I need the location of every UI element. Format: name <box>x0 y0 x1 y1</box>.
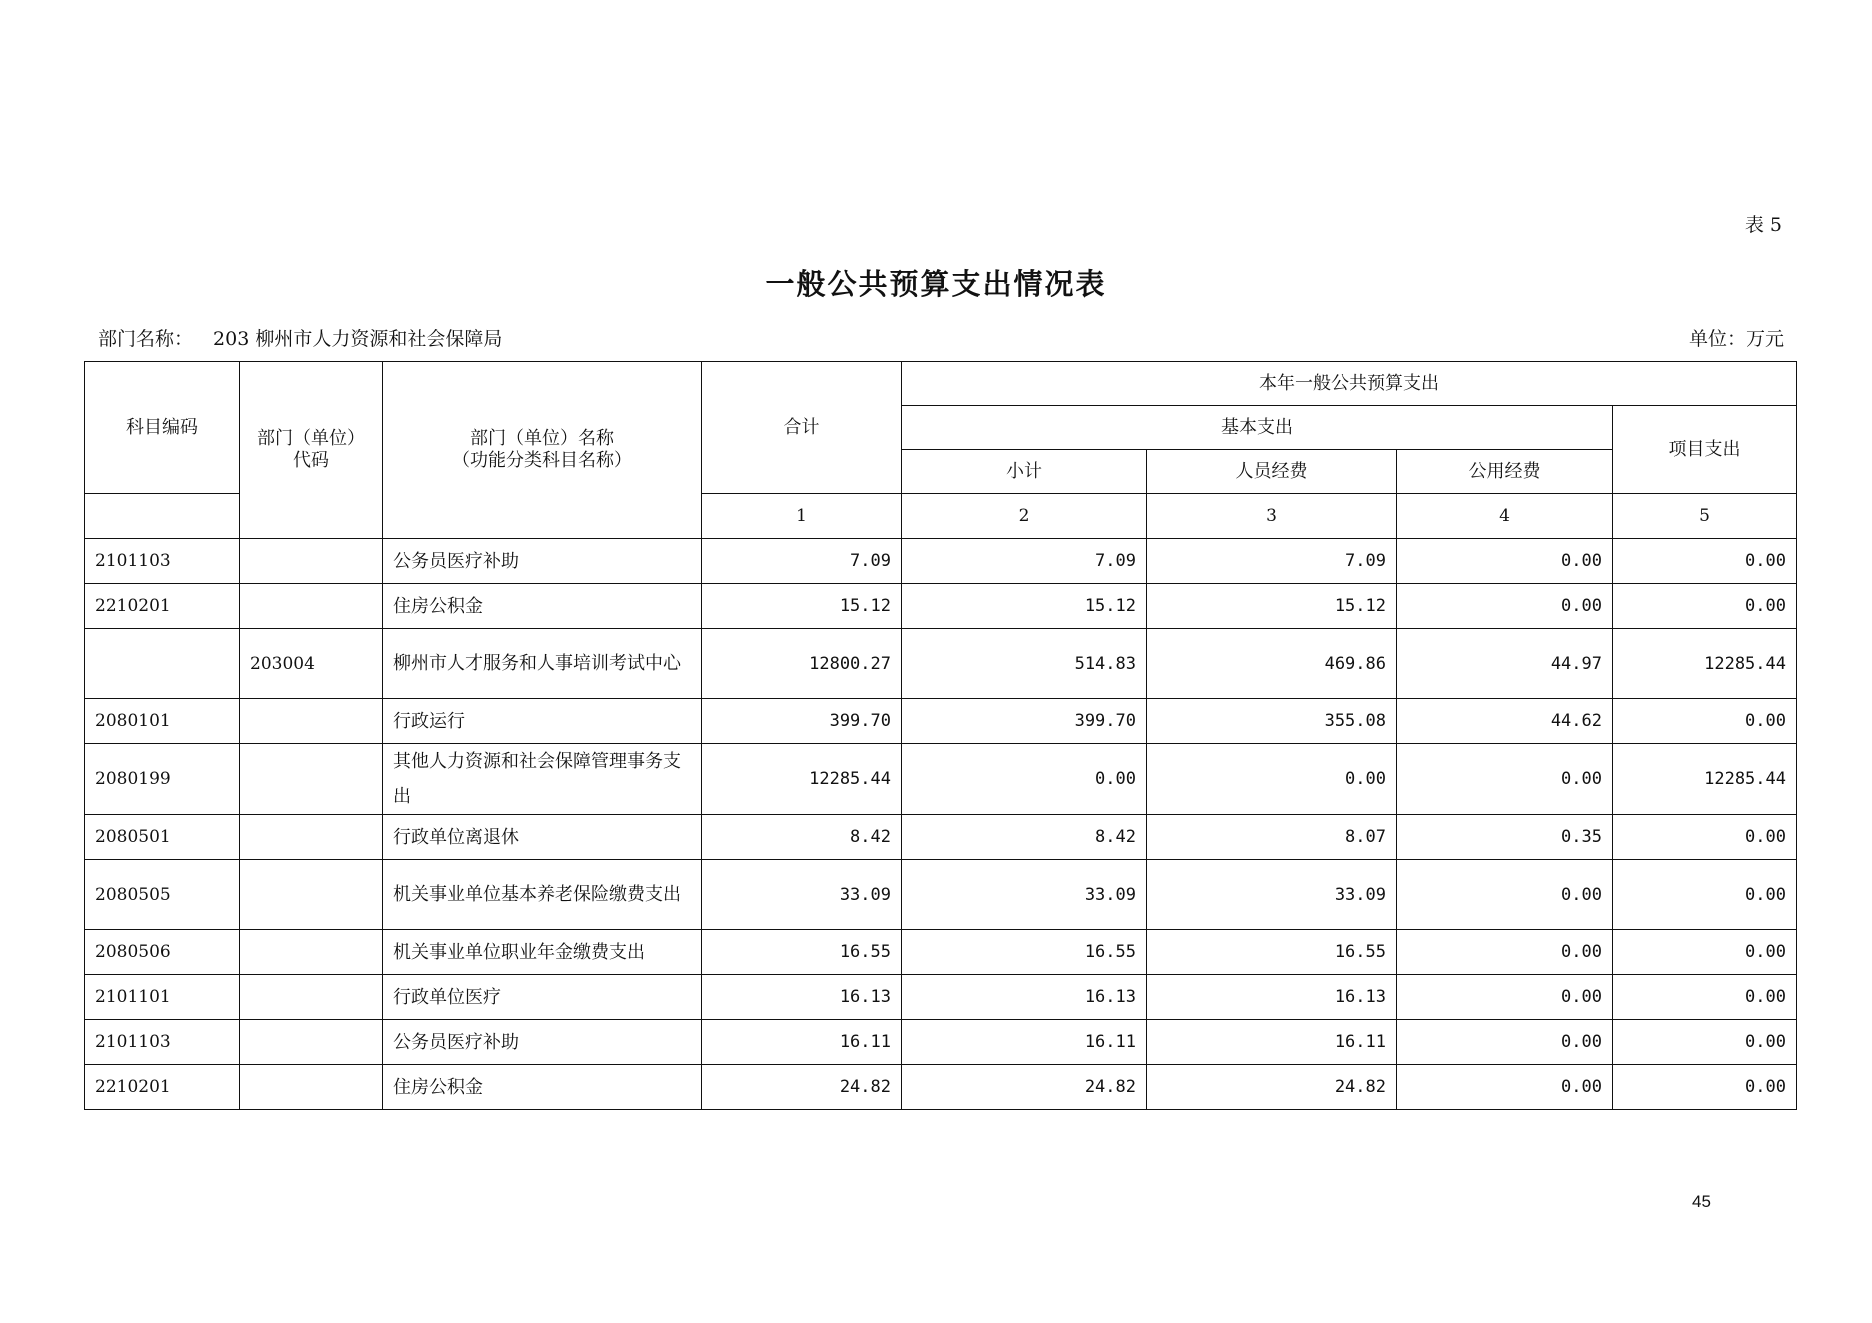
header-unit-name-line2: （功能分类科目名称） <box>452 450 632 471</box>
cell-project: 0.00 <box>1613 1020 1797 1065</box>
department-line <box>98 324 502 351</box>
cell-total: 16.55 <box>702 930 902 975</box>
cell-total: 7.09 <box>702 539 902 584</box>
cell-personnel: 7.09 <box>1147 539 1397 584</box>
table-body <box>85 539 1797 1110</box>
cell-code: 2210201 <box>85 1065 240 1110</box>
cell-code: 2101103 <box>85 1020 240 1065</box>
cell-name: 机关事业单位基本养老保险缴费支出 <box>383 860 702 930</box>
cell-public: 0.00 <box>1397 1020 1613 1065</box>
budget-table <box>84 361 1797 1110</box>
table-row <box>85 930 1797 975</box>
cell-unit-code <box>240 699 383 744</box>
cell-personnel: 16.55 <box>1147 930 1397 975</box>
header-project: 项目支出 <box>1613 406 1797 494</box>
cell-project: 0.00 <box>1613 699 1797 744</box>
cell-name: 柳州市人才服务和人事培训考试中心 <box>383 629 702 699</box>
cell-unit-code <box>240 744 383 815</box>
cell-project: 12285.44 <box>1613 744 1797 815</box>
cell-code: 2210201 <box>85 584 240 629</box>
header-index-1: 1 <box>702 494 902 539</box>
table-number: 表 5 <box>1744 214 1782 236</box>
header-index-2: 2 <box>902 494 1147 539</box>
cell-public: 0.00 <box>1397 860 1613 930</box>
cell-subtotal: 0.00 <box>902 744 1147 815</box>
cell-public: 0.00 <box>1397 930 1613 975</box>
cell-unit-code <box>240 539 383 584</box>
cell-subtotal: 16.13 <box>902 975 1147 1020</box>
cell-code: 2101103 <box>85 539 240 584</box>
table-row <box>85 860 1797 930</box>
cell-personnel: 15.12 <box>1147 584 1397 629</box>
cell-public: 0.00 <box>1397 744 1613 815</box>
header-unit-name-line1: 部门（单位）名称 <box>470 428 614 449</box>
cell-name: 其他人力资源和社会保障管理事务支出 <box>383 744 702 815</box>
cell-code: 2080199 <box>85 744 240 815</box>
cell-unit-code: 203004 <box>240 629 383 699</box>
cell-project: 0.00 <box>1613 815 1797 860</box>
cell-code: 2080505 <box>85 860 240 930</box>
cell-subtotal: 24.82 <box>902 1065 1147 1110</box>
header-basic: 基本支出 <box>902 406 1613 450</box>
cell-unit-code <box>240 860 383 930</box>
table-row <box>85 1065 1797 1110</box>
cell-unit-code <box>240 975 383 1020</box>
cell-name: 住房公积金 <box>383 1065 702 1110</box>
table-row <box>85 629 1797 699</box>
table-row <box>85 975 1797 1020</box>
cell-public: 0.00 <box>1397 539 1613 584</box>
table-row <box>85 699 1797 744</box>
header-index-3: 3 <box>1147 494 1397 539</box>
cell-name: 行政单位离退休 <box>383 815 702 860</box>
cell-total: 12285.44 <box>702 744 902 815</box>
cell-code: 2080506 <box>85 930 240 975</box>
cell-project: 0.00 <box>1613 539 1797 584</box>
cell-project: 0.00 <box>1613 860 1797 930</box>
header-index-4: 4 <box>1397 494 1613 539</box>
cell-total: 16.13 <box>702 975 902 1020</box>
header-code-blank <box>85 494 240 539</box>
header-group: 本年一般公共预算支出 <box>902 362 1797 406</box>
department-name: 203 柳州市人力资源和社会保障局 <box>213 328 503 350</box>
cell-code <box>85 629 240 699</box>
cell-subtotal: 8.42 <box>902 815 1147 860</box>
cell-subtotal: 7.09 <box>902 539 1147 584</box>
table-row <box>85 744 1797 815</box>
table-row <box>85 584 1797 629</box>
cell-subtotal: 16.11 <box>902 1020 1147 1065</box>
cell-unit-code <box>240 1065 383 1110</box>
cell-total: 33.09 <box>702 860 902 930</box>
cell-name: 公务员医疗补助 <box>383 1020 702 1065</box>
cell-personnel: 469.86 <box>1147 629 1397 699</box>
table-row <box>85 815 1797 860</box>
header-unit-code-line1: 部门（单位） <box>257 428 365 449</box>
cell-unit-code <box>240 1020 383 1065</box>
cell-public: 0.00 <box>1397 975 1613 1020</box>
table-header <box>85 362 1797 539</box>
cell-unit-code <box>240 930 383 975</box>
cell-unit-code <box>240 815 383 860</box>
cell-subtotal: 16.55 <box>902 930 1147 975</box>
cell-name: 行政运行 <box>383 699 702 744</box>
department-label: 部门名称： <box>98 328 194 350</box>
cell-total: 24.82 <box>702 1065 902 1110</box>
cell-code: 2080501 <box>85 815 240 860</box>
table-row <box>85 539 1797 584</box>
cell-project: 0.00 <box>1613 975 1797 1020</box>
cell-total: 15.12 <box>702 584 902 629</box>
cell-subtotal: 15.12 <box>902 584 1147 629</box>
cell-personnel: 355.08 <box>1147 699 1397 744</box>
cell-name: 住房公积金 <box>383 584 702 629</box>
cell-personnel: 8.07 <box>1147 815 1397 860</box>
cell-project: 0.00 <box>1613 1065 1797 1110</box>
cell-subtotal: 514.83 <box>902 629 1147 699</box>
cell-subtotal: 399.70 <box>902 699 1147 744</box>
cell-public: 0.00 <box>1397 584 1613 629</box>
cell-project: 0.00 <box>1613 930 1797 975</box>
cell-public: 0.35 <box>1397 815 1613 860</box>
cell-project: 12285.44 <box>1613 629 1797 699</box>
header-unit-code-line2: 代码 <box>293 450 329 471</box>
header-code: 科目编码 <box>85 362 240 494</box>
header-index-5: 5 <box>1613 494 1797 539</box>
cell-subtotal: 33.09 <box>902 860 1147 930</box>
cell-public: 44.97 <box>1397 629 1613 699</box>
cell-total: 8.42 <box>702 815 902 860</box>
cell-name: 公务员医疗补助 <box>383 539 702 584</box>
cell-personnel: 16.13 <box>1147 975 1397 1020</box>
cell-name: 机关事业单位职业年金缴费支出 <box>383 930 702 975</box>
page-number: 45 <box>1692 1192 1711 1211</box>
cell-total: 399.70 <box>702 699 902 744</box>
cell-personnel: 24.82 <box>1147 1065 1397 1110</box>
unit-label: 单位：万元 <box>1688 328 1784 350</box>
cell-code: 2101101 <box>85 975 240 1020</box>
header-total: 合计 <box>702 362 902 494</box>
cell-personnel: 16.11 <box>1147 1020 1397 1065</box>
cell-unit-code <box>240 584 383 629</box>
cell-public: 44.62 <box>1397 699 1613 744</box>
header-unit-code <box>240 362 383 539</box>
cell-total: 12800.27 <box>702 629 902 699</box>
cell-code: 2080101 <box>85 699 240 744</box>
table-row <box>85 1020 1797 1065</box>
cell-total: 16.11 <box>702 1020 902 1065</box>
header-public: 公用经费 <box>1397 450 1613 494</box>
cell-public: 0.00 <box>1397 1065 1613 1110</box>
header-unit-name <box>383 362 702 539</box>
header-subtotal: 小计 <box>902 450 1147 494</box>
cell-name: 行政单位医疗 <box>383 975 702 1020</box>
cell-project: 0.00 <box>1613 584 1797 629</box>
header-personnel: 人员经费 <box>1147 450 1397 494</box>
cell-personnel: 0.00 <box>1147 744 1397 815</box>
cell-personnel: 33.09 <box>1147 860 1397 930</box>
page-title: 一般公共预算支出情况表 <box>765 267 1107 301</box>
